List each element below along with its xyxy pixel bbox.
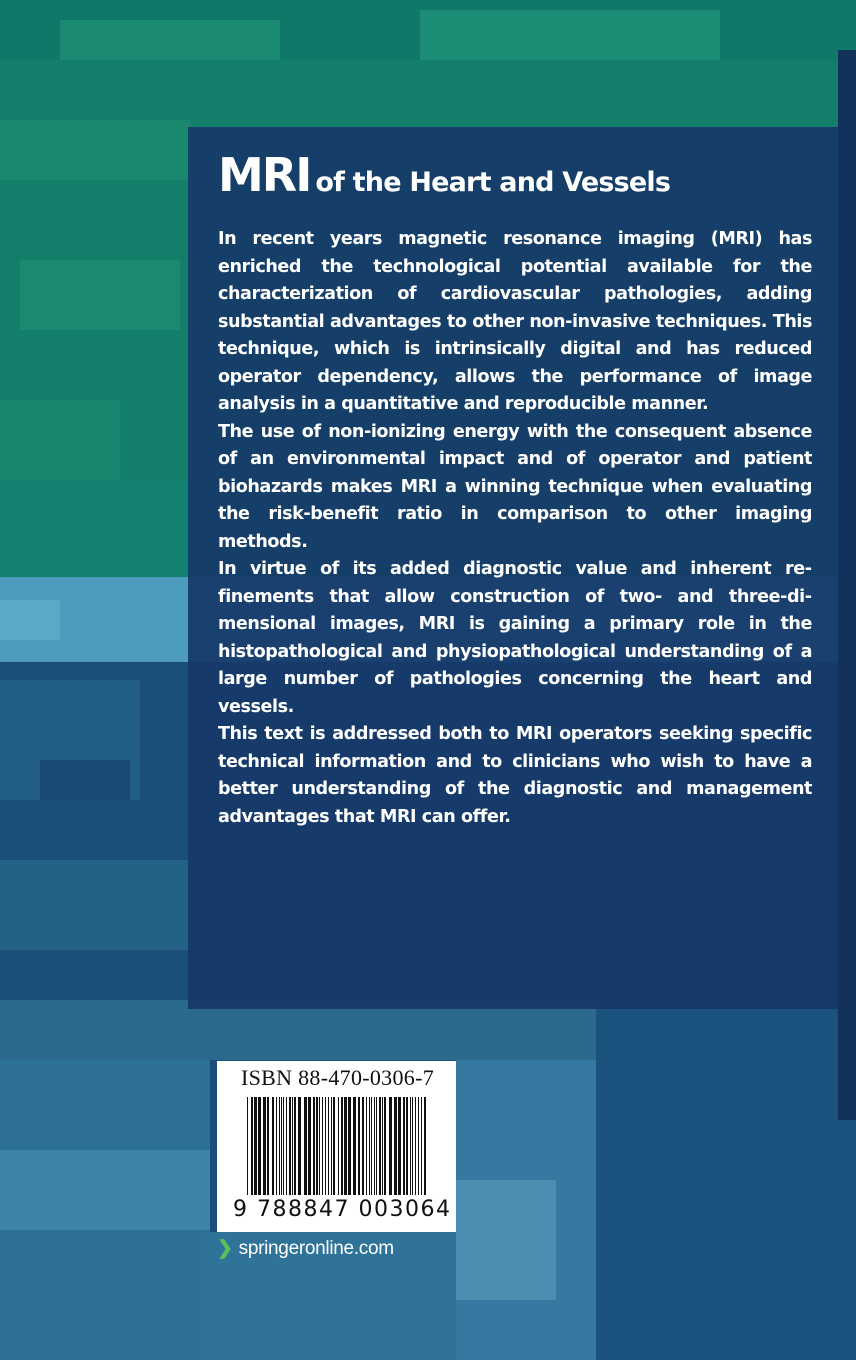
blurb-paragraph-4: This text is addressed both to MRI operators seeking specific technical information and to clinicians who wish to have a better understanding of the diagnostic and management advantages that MRI can offer. <box>218 724 812 827</box>
barcode-bar <box>348 1097 351 1195</box>
barcode-bar <box>279 1097 280 1195</box>
barcode-bar <box>304 1097 307 1195</box>
isbn-label: ISBN 88-470-0306-7 <box>241 1065 435 1090</box>
barcode-bar <box>369 1097 370 1195</box>
title-main: MRI <box>218 148 311 202</box>
barcode-bar <box>389 1097 392 1195</box>
blurb-paragraph-2: The use of non-ionizing energy with the consequent absence of an environmental impact and of operator and patient biohazards makes MRI a winning technique when evaluating the risk-benefit ratio in comparison to other imaging methods. <box>218 421 812 552</box>
barcode-bar <box>247 1097 248 1195</box>
book-title <box>218 148 670 202</box>
barcode-bar <box>276 1097 277 1195</box>
blurb-paragraph-1: In recent years magnetic resonance imaging (MRI) has enriched the technological potential available for the characterization of cardiovascular pathologies, adding substantial advantages to other non-invasive techniques. This technique, which is intrinsically digital and has reduced operator dependency, allows the performance of image analysis in a quantitative and reproducible manner. <box>218 229 812 414</box>
title-rest: of the Heart and Vessels <box>315 167 671 198</box>
barcode-bar <box>313 1097 315 1195</box>
barcode-bar <box>421 1097 422 1195</box>
barcode-bar <box>289 1097 291 1195</box>
barcode-bar <box>281 1097 282 1195</box>
barcode-image <box>247 1097 427 1195</box>
barcode-bar <box>371 1097 372 1195</box>
barcode-bar <box>322 1097 323 1195</box>
description-blurb <box>218 226 812 831</box>
barcode-bar <box>410 1097 411 1195</box>
barcode-bar <box>283 1097 284 1195</box>
barcode-bar <box>362 1097 364 1195</box>
barcode-bar <box>263 1097 266 1195</box>
barcode-bar <box>415 1097 416 1195</box>
barcode-bar <box>374 1097 375 1195</box>
url-text: springeronline.com <box>238 1238 394 1259</box>
barcode-bar <box>251 1097 253 1195</box>
barcode-bar <box>403 1097 405 1195</box>
barcode-bar <box>319 1097 320 1195</box>
barcode-bar <box>308 1097 311 1195</box>
barcode-bar <box>298 1097 301 1195</box>
barcode-bar <box>267 1097 269 1195</box>
barcode-bar <box>382 1097 383 1195</box>
publisher-url[interactable] <box>217 1237 394 1260</box>
barcode-bar <box>294 1097 296 1195</box>
barcode-bar <box>376 1097 377 1195</box>
barcode-bar <box>353 1097 356 1195</box>
barcode-bar <box>424 1097 426 1195</box>
barcode-bar <box>258 1097 261 1195</box>
barcode-bar <box>338 1097 339 1195</box>
barcode-bar <box>286 1097 287 1195</box>
barcode-bar <box>344 1097 347 1195</box>
barcode-bar <box>331 1097 332 1195</box>
barcode-bar <box>316 1097 318 1195</box>
chevron-right-icon: ❯ <box>217 1238 233 1259</box>
barcode-bar <box>333 1097 335 1195</box>
barcode-bar <box>292 1097 293 1195</box>
barcode-bar <box>366 1097 367 1195</box>
barcode-bar <box>358 1097 360 1195</box>
barcode-bar <box>398 1097 401 1195</box>
barcode-bar <box>341 1097 343 1195</box>
barcode-bar <box>418 1097 419 1195</box>
barcode-bar <box>412 1097 413 1195</box>
blurb-paragraph-3: In virtue of its added diagnostic value and inherent refinements that allow construction of two- and three-dimensional images, MRI is gaining a primary role in the histopathological and physiopathological understanding of a large number of pathologies concerning the heart and vessels. <box>218 559 812 717</box>
barcode-bar <box>394 1097 397 1195</box>
barcode-bar <box>384 1097 386 1195</box>
barcode-bar <box>379 1097 381 1195</box>
ean-digits: 9 788847 003064 <box>233 1197 452 1222</box>
barcode-bar <box>272 1097 274 1195</box>
barcode-bar <box>406 1097 408 1195</box>
barcode-bar <box>328 1097 329 1195</box>
barcode-bar <box>254 1097 257 1195</box>
isbn-barcode-box <box>217 1061 456 1232</box>
barcode-bar <box>325 1097 326 1195</box>
